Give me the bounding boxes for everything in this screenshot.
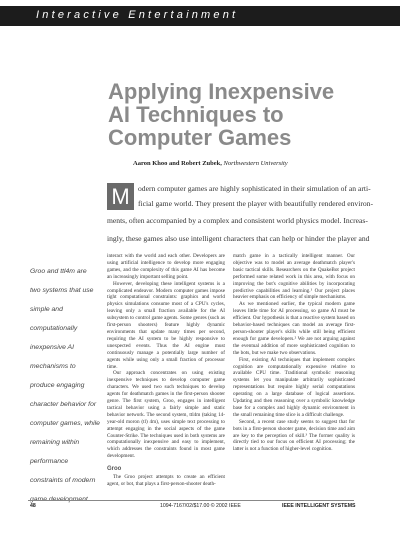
intro-line: ficial game world. They present the player with beautifully rendered environ- xyxy=(138,199,373,208)
body-paragraph: Our approach concentrates on using existing inexpensive techniques to develop computer game characters. We used two such techniques to develop agents for deathmatch games in the first-person shooter genre. The first system, Groo, engages in intelligent tactical behavior using a fairly simple and static behavior network. The second system, ttl4m (taking 14-year-old moron (tl) 4m), uses simple text processing to attempt engaging in the social aspects of the game Counter-Strike. The techniques used in both systems are computationally inexpensive and easy to implement, which addresses the constraints found in most game development. xyxy=(107,370,225,460)
page-number: 48 xyxy=(30,503,36,509)
pull-quote-line: Groo and ttl4m are xyxy=(30,268,87,275)
body-paragraph: match game in a tactically intelligent manner. Our objective was to model an average deathmatch player's basic tactical skills. Researchers on the QuakeBot project performed some related work in this area, with focus on improving the bot's cognitive abilities by incorporating predictive capabilities and learning.¹ Our project places heavier emphasis on efficiency of simple mechanisms. xyxy=(233,253,355,301)
title-line: Computer Games xyxy=(108,125,292,150)
pull-quote-line: two systems that use xyxy=(30,287,94,294)
title-line: Applying Inexpensive xyxy=(108,79,335,104)
pull-quote-line: computationally xyxy=(30,325,78,332)
issn-copyright: 1094-7167/02/$17.00 © 2002 IEEE xyxy=(160,503,241,509)
body-paragraph: The Groo project attempts to create an efficient agent, or bot, that plays a first-person-shooter death- xyxy=(107,474,225,487)
body-paragraph: However, developing these intelligent systems is a complicated endeavor. Modern computer games impose tight computational constraints: graphics and world physics simulations consume most of a CPU's cycles, leaving only a small fraction available for the AI subsystem to control game agents. Some genres (such as first-person shooters) feature highly dynamic environments that update many times per second, requiring the AI system to be highly responsive to unexpected events. Thus the AI engine must continuously manage a potentially large number of agents while using only a small fraction of processor time. xyxy=(107,280,225,370)
journal-name: IEEE INTELLIGENT SYSTEMS xyxy=(282,503,356,509)
body-paragraph: Second, a recent case study seems to suggest that for bots in a first-person shooter game, decision time and aim are key to the perception of skill.³ The former quality is directly tied to our focus on efficient AI processing; the latter is not a function of higher-level cognition. xyxy=(233,418,355,453)
title-line: AI Techniques to xyxy=(108,102,284,127)
pull-quote-line: produce engaging xyxy=(30,382,85,389)
intro-line: ingly, these games also use intelligent characters that can help or hinder the player and xyxy=(107,234,370,243)
intro-line: ments, often accompanied by a complex and consistent world physics model. Increas- xyxy=(107,216,368,225)
pull-quote-line: simple and xyxy=(30,306,63,313)
body-paragraph: interact with the world and each other. Developers are using artificial intelligence to develop more engaging games, and the complexity of this game AI has become an increasingly important selling point. xyxy=(107,253,225,280)
drop-cap: M xyxy=(107,183,134,210)
pull-quote-line: constraints of modern xyxy=(30,477,96,484)
pull-quote-line: inexpensive AI xyxy=(30,344,74,351)
body-column-left xyxy=(107,253,225,488)
article-title xyxy=(108,80,368,149)
section-heading: Groo xyxy=(107,466,122,473)
intro-line: odern computer games are highly sophisticated in their simulation of an arti- xyxy=(138,184,371,193)
author-names: Aaron Khoo and Robert Zubek, xyxy=(133,160,222,167)
pull-quote-line: remaining within xyxy=(30,439,80,446)
affiliation: Northwestern University xyxy=(223,160,288,167)
section-label: Interactive Entertainment xyxy=(36,9,239,21)
body-paragraph: As we mentioned earlier, the typical modern game leaves little time for AI processing, so game AI must be efficient. Our hypothesis is that a reactive system based on behavior-based techniques can model an average first-person-shooter player's skills while still being efficient enough for game developers.² We are not arguing against the eventual addition of more sophisticated cognition to the bots, but we make two observations. xyxy=(233,301,355,356)
pull-quote-line: performance xyxy=(30,458,69,465)
byline xyxy=(133,160,288,167)
footer-rule xyxy=(28,500,354,501)
body-paragraph: First, existing AI techniques that implement complex cognition are computationally expensive relative to available CPU time. Traditional symbolic reasoning systems let you manipulate arbitrarily sophisticated representations but require highly serial computations operating on a large database of logical assertions. Updating and then reasoning over a symbolic knowledge base for a complex and highly dynamic environment in the small remaining time slice is a difficult challenge. xyxy=(233,356,355,418)
body-column-right xyxy=(233,253,355,453)
pull-quote-line: character behavior for xyxy=(30,401,97,408)
pull-quote-line: mechanisms to xyxy=(30,363,76,370)
pull-quote xyxy=(30,262,98,509)
pull-quote-line: computer games, while xyxy=(30,420,100,427)
section-banner xyxy=(0,6,400,26)
